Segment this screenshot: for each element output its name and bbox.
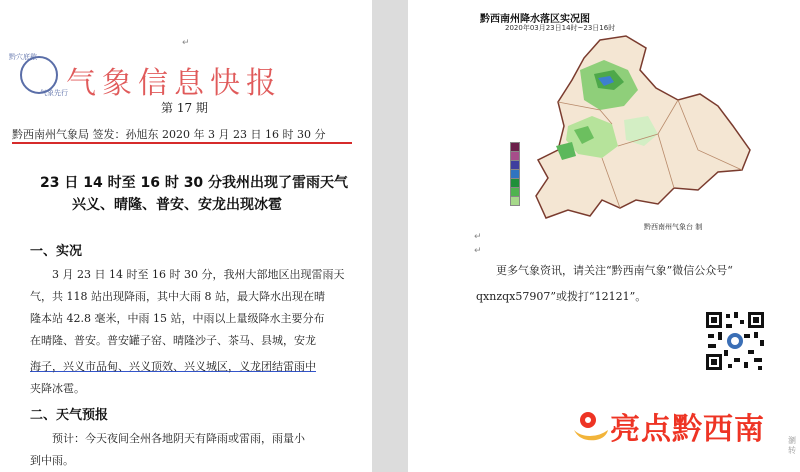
- brand-logo-icon: [570, 406, 610, 444]
- legend-swatch: [510, 196, 520, 206]
- paragraph-mark: ↵: [474, 246, 482, 256]
- map-title: 黔西南州降水落区实况图: [480, 14, 590, 25]
- body-line: 海子，兴义市品甸、兴义顶效、兴义城区，义龙团结雷雨中: [30, 360, 316, 373]
- legend-swatch: [510, 178, 520, 187]
- map-subtitle: 2020年03月23日14时~23日16时: [505, 24, 616, 32]
- legend-swatch: [510, 169, 520, 178]
- section-heading-observation: 一、实况: [30, 244, 83, 259]
- document-page-left: [0, 0, 372, 472]
- contact-line-2: qxnzqx57907”或拨打“12121”。: [476, 290, 647, 303]
- body-line: 夹降冰雹。: [30, 382, 85, 395]
- map-legend: [510, 142, 520, 206]
- body-line: 隆本站 42.8 毫米，中雨 15 站，中雨以上量级降水主要分布: [30, 312, 325, 325]
- body-line: 在晴隆、普安。普安罐子窑、晴隆沙子、茶马、县城，安龙: [30, 334, 316, 347]
- issuer-line: 黔西南州气象局 签发：孙旭东 2020 年 3 月 23 日 16 时 30 分: [12, 128, 326, 141]
- legend-swatch: [510, 142, 520, 151]
- qr-code: [704, 310, 766, 372]
- side-note: 瀏转: [788, 436, 796, 455]
- headline-line-1: 23 日 14 时至 16 时 30 分我州出现了雷雨天气: [40, 175, 349, 191]
- map-credit: 黔西南州气象台 制: [644, 223, 703, 231]
- paragraph-mark: ↵: [474, 232, 482, 242]
- body-line: 3 月 23 日 14 时至 16 时 30 分，我州大部地区出现雷雨天: [52, 268, 345, 281]
- body-line: 气，共 118 站出现降雨，其中大雨 8 站，最大降水出现在晴: [30, 290, 325, 303]
- red-divider: [12, 142, 352, 144]
- legend-swatch: [510, 187, 520, 196]
- forecast-line-1: 预计：今天夜间全州各地阴天有降雨或雷雨，雨量小: [52, 432, 305, 445]
- bulletin-title: 气象信息快报: [66, 66, 282, 101]
- precipitation-map: [528, 30, 768, 225]
- headline-line-2: 兴义、晴隆、普安、安龙出现冰雹: [72, 197, 282, 213]
- legend-swatch: [510, 160, 520, 169]
- seal-arc-text: 黔穴底歙: [9, 53, 37, 61]
- paragraph-mark: ↵: [182, 38, 190, 48]
- section-heading-forecast: 二、天气预报: [30, 408, 109, 423]
- contact-line-1: 更多气象资讯，请关注“黔西南气象”微信公众号“: [496, 264, 733, 277]
- seal-bottom-text: 气象先行: [40, 89, 68, 97]
- document-page-right: [408, 0, 800, 472]
- forecast-line-2: 到中雨。: [30, 454, 74, 467]
- page-gutter: [372, 0, 408, 472]
- issue-number: 第 17 期: [161, 101, 208, 115]
- brand-name: 亮点黔西南: [610, 412, 765, 447]
- legend-swatch: [510, 151, 520, 160]
